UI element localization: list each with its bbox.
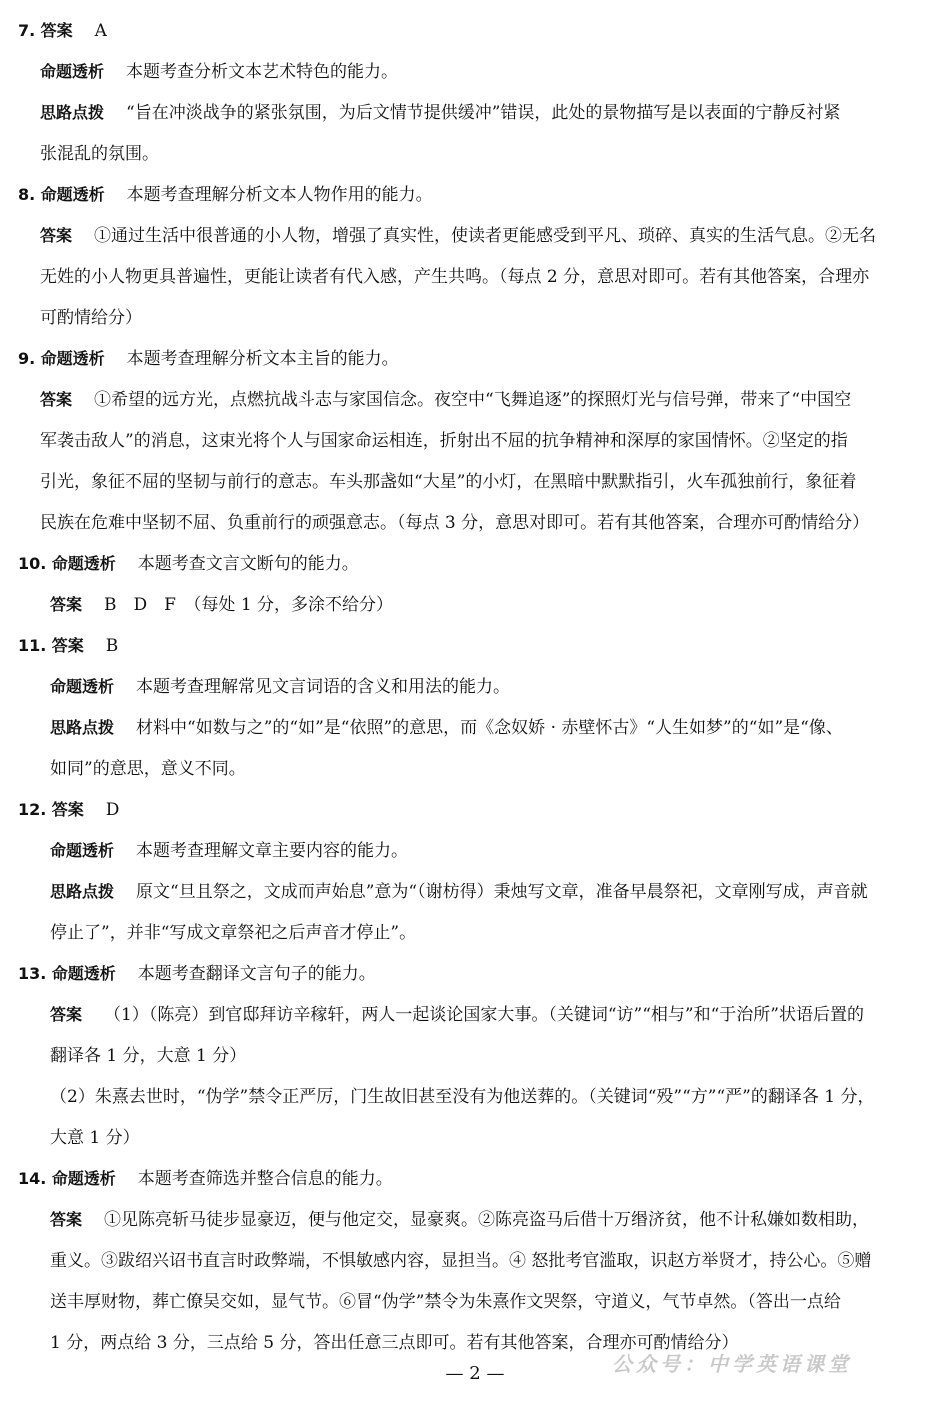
q14-answer-line-4: 1 分，两点给 3 分，三点给 5 分，答出任意三点即可。若有其他答案，合理亦可酌情给分） [50, 1333, 739, 1353]
q9-answer-line [40, 388, 851, 412]
q13-answer-line-3: （2）朱熹去世时，“伪学”禁令正严厉，门生故旧甚至没有为他送葬的。（关键词“殁”“方”“严”的翻译各 1 分， [50, 1087, 875, 1107]
q8-answer-1: ①通过生活中很普通的小人物，增强了真实性，使读者更能感受到平凡、琐碎、真实的生活气息。②无名 [94, 226, 877, 246]
q11-intent: 本题考查理解常见文言词语的含义和用法的能力。 [136, 677, 511, 697]
q8-answer-line [40, 224, 876, 248]
q13-answer-line-4: 大意 1 分） [50, 1128, 140, 1148]
q13-answer-1: （1）（陈亮）到官邸拜访辛稼轩，两人一起谈论国家大事。（关键词“访”“相与”和“于治所”状语后置的 [104, 1005, 864, 1025]
q7-intent-line [40, 60, 398, 84]
q9-intent: 本题考查理解分析文本主旨的能力。 [126, 349, 399, 369]
q11-hint-label: 思路点拨 [50, 718, 115, 737]
q14-answer-label: 答案 [50, 1210, 83, 1229]
q14-intent: 本题考查筛选并整合信息的能力。 [137, 1169, 393, 1189]
q9-intent-label: 命题透析 [40, 349, 105, 368]
q10-number: 10. [18, 554, 47, 573]
q11-hint-1: 材料中“如数与之”的“如”是“依照”的意思，而《念奴娇 · 赤壁怀古》“人生如梦”的“如”是“像、 [136, 718, 843, 738]
q12-intent-line [50, 839, 408, 863]
q10-answer-line [50, 593, 393, 617]
q14-answer-line-2: 重义。③跋绍兴诏书直言时政弊端，不惧敏感内容，显担当。④ 怒批考官滥取，识赵方举贤才，持公心。⑤赠 [50, 1251, 872, 1271]
q14-answer-1: ①见陈亮斩马徒步显豪迈，便与他定交，显豪爽。②陈亮盗马后借十万缗济贫，他不计私嫌如数相助， [104, 1210, 870, 1230]
q12-hint-line-2: 停止了”，并非“写成文章祭祀之后声音才停止”。 [50, 923, 417, 943]
q11-number: 11. [18, 636, 47, 655]
q7-hint-label: 思路点拨 [40, 103, 105, 122]
q12-answer-label: 答案 [51, 800, 84, 819]
q8-answer-line-3: 可酌情给分） [40, 308, 142, 328]
q13-number: 13. [18, 964, 47, 983]
q8-intent-label: 命题透析 [40, 185, 105, 204]
q9-answer-label: 答案 [40, 390, 73, 409]
q12-hint-label: 思路点拨 [50, 882, 115, 901]
q11-intent-label: 命题透析 [50, 677, 115, 696]
q13-intent: 本题考查翻译文言句子的能力。 [137, 964, 376, 984]
page-number: — 2 — [445, 1363, 505, 1384]
q8-answer-line-2: 无姓的小人物更具普遍性，更能让读者有代入感，产生共鸣。（每点 2 分，意思对即可。若有其他答案，合理亦 [40, 267, 870, 287]
q12-number: 12. [18, 800, 47, 819]
q14-intent-line [18, 1167, 393, 1191]
q12-answer: D [105, 800, 120, 820]
q13-answer-line [50, 1003, 864, 1027]
q12-answer-line [18, 798, 119, 822]
q10-intent-label: 命题透析 [51, 554, 116, 573]
q7-intent: 本题考查分析文本艺术特色的能力。 [126, 62, 399, 82]
q12-hint-line [50, 880, 868, 904]
q12-hint-1: 原文“旦且祭之，文成而声始息”意为“（谢枋得）秉烛写文章，准备早晨祭祀，文章刚写成，声音就 [136, 882, 868, 902]
q14-answer-line-3: 送丰厚财物，葬亡僚吴交如，显气节。⑥冒“伪学”禁令为朱熹作文哭祭，守道义，气节卓然。（答出一点给 [50, 1292, 841, 1312]
q12-intent-label: 命题透析 [50, 841, 115, 860]
q7-hint-line-2: 张混乱的氛围。 [40, 144, 159, 164]
q11-intent-line [50, 675, 510, 699]
q14-number: 14. [18, 1169, 47, 1188]
q7-answer: A [94, 21, 107, 41]
q8-intent: 本题考查理解分析文本人物作用的能力。 [126, 185, 433, 205]
q7-intent-label: 命题透析 [40, 62, 105, 81]
q10-answer: B D F （每处 1 分，多涂不给分） [104, 595, 394, 615]
q9-answer-line-2: 军袭击敌人”的消息，这束光将个人与国家命运相连，折射出不屈的抗争精神和深厚的家国情怀。②坚定的指 [40, 431, 848, 451]
q10-answer-label: 答案 [50, 595, 83, 614]
q13-answer-line-2: 翻译各 1 分，大意 1 分） [50, 1046, 247, 1066]
q7-answer-line [18, 19, 107, 43]
q9-answer-1: ①希望的远方光，点燃抗战斗志与家国信念。夜空中“飞舞追逐”的探照灯光与信号弹，带来了“中国空 [94, 390, 852, 410]
q10-intent-line [18, 552, 359, 576]
q8-number: 8. [18, 185, 36, 204]
q7-answer-label: 答案 [40, 21, 73, 40]
q7-number: 7. [18, 21, 36, 40]
q14-answer-line [50, 1208, 869, 1232]
q14-intent-label: 命题透析 [51, 1169, 116, 1188]
q8-intent-line [18, 183, 433, 207]
q13-answer-label: 答案 [50, 1005, 83, 1024]
q13-intent-line [18, 962, 376, 986]
watermark: 公众号：中学英语课堂 [612, 1352, 852, 1376]
q10-intent: 本题考查文言文断句的能力。 [137, 554, 359, 574]
q8-answer-label: 答案 [40, 226, 73, 245]
q7-hint-1: “旨在冲淡战争的紧张氛围，为后文情节提供缓冲”错误，此处的景物描写是以表面的宁静反衬紧 [126, 103, 841, 123]
q9-intent-line [18, 347, 399, 371]
q9-number: 9. [18, 349, 36, 368]
q9-answer-line-4: 民族在危难中坚韧不屈、负重前行的顽强意志。（每点 3 分，意思对即可。若有其他答案，合理亦可酌情给分） [40, 513, 870, 533]
q11-hint-line [50, 716, 843, 740]
q13-intent-label: 命题透析 [51, 964, 116, 983]
q12-intent: 本题考查理解文章主要内容的能力。 [136, 841, 409, 861]
q11-answer-label: 答案 [51, 636, 84, 655]
q11-hint-line-2: 如同”的意思，意义不同。 [50, 759, 246, 779]
q7-hint-line [40, 101, 840, 125]
q11-answer: B [105, 636, 119, 656]
q9-answer-line-3: 引光，象征不屈的坚韧与前行的意志。车头那盏如“大星”的小灯，在黑暗中默默指引，火车孤独前行，象征着 [40, 472, 857, 492]
q11-answer-line [18, 634, 118, 658]
